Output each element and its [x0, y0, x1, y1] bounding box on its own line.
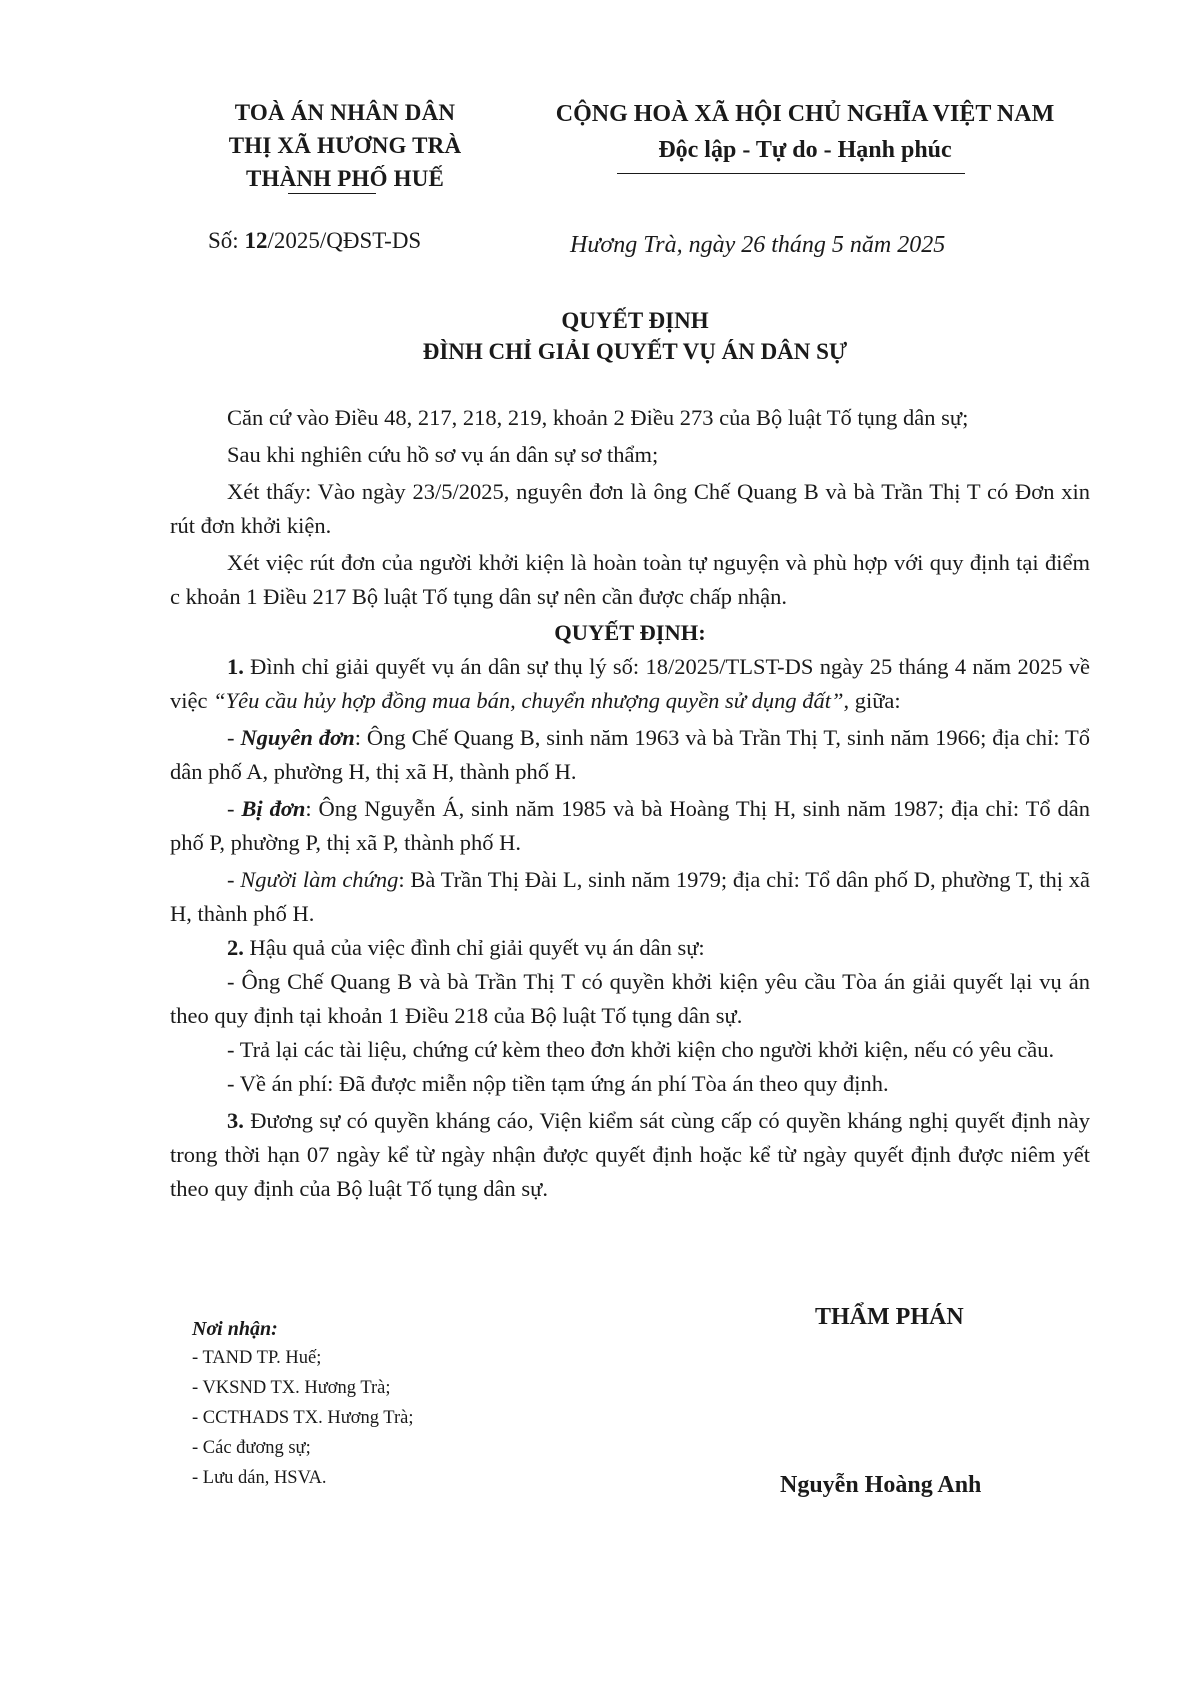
review-paragraph: Sau khi nghiên cứu hồ sơ vụ án dân sự sơ thẩm;	[227, 442, 659, 467]
plaintiff-paragraph	[170, 721, 1090, 789]
recipient-item: - CCTHADS TX. Hương Trà;	[192, 1408, 414, 1428]
judge-title: THẨM PHÁN	[815, 1304, 964, 1330]
decision-item-1-tail: , giữa:	[843, 688, 901, 713]
judge-name: Nguyễn Hoàng Anh	[780, 1472, 982, 1498]
court-name-block	[190, 96, 500, 195]
national-motto: Độc lập - Tự do - Hạnh phúc	[658, 137, 952, 163]
withdrawal-paragraph: Xét việc rút đơn của người khởi kiện là hoàn toàn tự nguyện và phù hợp với quy định tại điểm c khoản 1 Điều 217 Bộ luật Tố tụng dân sự nên cần được chấp nhận.	[170, 550, 1090, 609]
title-line1: QUYẾT ĐỊNH	[561, 308, 709, 333]
document-date: Hương Trà, ngày 26 tháng 5 năm 2025	[570, 232, 946, 258]
decision-item-1-quote: “Yêu cầu hủy hợp đồng mua bán, chuyển nhượng quyền sử dụng đất”	[213, 688, 844, 713]
national-motto-underline	[617, 173, 965, 174]
court-name-line3: THÀNH PHỐ HUẾ	[245, 166, 445, 191]
court-name-underline	[288, 193, 376, 194]
legal-basis-paragraph: Căn cứ vào Điều 48, 217, 218, 219, khoản 2 Điều 273 của Bộ luật Tố tụng dân sự;	[227, 405, 969, 430]
document-body	[170, 401, 1090, 1206]
defendant-text: : Ông Nguyễn Á, sinh năm 1985 và bà Hoàng Thị H, sinh năm 1987; địa chỉ: Tổ dân phố P, phường P, thị xã P, thành phố H.	[170, 796, 1090, 855]
doc-number-prefix: Số:	[208, 228, 245, 253]
document-title	[160, 305, 1110, 367]
consequence-3: - Về án phí: Đã được miễn nộp tiền tạm ứng án phí Tòa án theo quy định.	[227, 1071, 889, 1096]
defendant-dash: -	[227, 796, 242, 821]
recipient-item: - Các đương sự;	[192, 1438, 311, 1458]
plaintiff-dash: -	[227, 725, 241, 750]
defendant-label: Bị đơn	[241, 796, 306, 821]
recipient-item: - Lưu dán, HSVA.	[192, 1468, 327, 1488]
decision-item-1	[170, 650, 1090, 718]
decision-item-3-text: Đương sự có quyền kháng cáo, Viện kiểm sát cùng cấp có quyền kháng nghị quyết định này trong thời hạn 07 ngày kể từ ngày nhận được quyết định hoặc kể từ ngày quyết định được niêm yết theo quy định của Bộ luật Tố tụng dân sự.	[170, 1108, 1090, 1201]
recipients-block	[192, 1315, 413, 1493]
national-title: CỘNG HOÀ XÃ HỘI CHỦ NGHĨA VIỆT NAM	[555, 101, 1055, 127]
defendant-paragraph	[170, 792, 1090, 860]
recipient-item: - VKSND TX. Hương Trà;	[192, 1378, 391, 1398]
document-number	[208, 228, 421, 254]
decision-item-3	[170, 1104, 1090, 1206]
doc-number-suffix: /2025/QĐST-DS	[267, 228, 422, 253]
decision-item-2-number: 2.	[227, 935, 244, 960]
plaintiff-text: : Ông Chế Quang B, sinh năm 1963 và bà Trần Thị T, sinh năm 1966; địa chỉ: Tổ dân phố A, phường H, thị xã H, thành phố H.	[170, 725, 1090, 784]
doc-number-value: 12	[244, 228, 268, 253]
court-name-line1: TOÀ ÁN NHÂN DÂN	[234, 100, 456, 125]
decision-item-2-text: Hậu quả của việc đình chỉ giải quyết vụ án dân sự:	[243, 935, 705, 960]
decision-item-1-text: Đình chỉ giải quyết vụ án dân sự thụ lý số: 18/2025/TLST-DS ngày 25 tháng 4 năm 2025 về việc	[170, 654, 1090, 713]
witness-dash: -	[227, 867, 241, 892]
decision-item-2	[170, 931, 1090, 965]
title-line2: ĐÌNH CHỈ GIẢI QUYẾT VỤ ÁN DÂN SỰ	[422, 339, 848, 364]
decision-item-1-number: 1.	[227, 654, 244, 679]
witness-paragraph	[170, 863, 1090, 931]
national-motto-block	[520, 96, 1090, 168]
recipients-title: Nơi nhận:	[192, 1318, 278, 1340]
consideration-paragraph: Xét thấy: Vào ngày 23/5/2025, nguyên đơn là ông Chế Quang B và bà Trần Thị T có Đơn xin rút đơn khởi kiện.	[170, 479, 1090, 538]
decision-heading: QUYẾT ĐỊNH:	[554, 620, 706, 645]
witness-text: : Bà Trần Thị Đài L, sinh năm 1979; địa chỉ: Tổ dân phố D, phường T, thị xã H, thành phố H.	[170, 867, 1091, 926]
consequence-1: - Ông Chế Quang B và bà Trần Thị T có quyền khởi kiện yêu cầu Tòa án giải quyết lại vụ án theo quy định tại khoản 1 Điều 218 của Bộ luật Tố tụng dân sự.	[170, 969, 1090, 1028]
plaintiff-label: Nguyên đơn	[240, 725, 355, 750]
recipient-item: - TAND TP. Huế;	[192, 1348, 322, 1368]
decision-item-3-number: 3.	[227, 1108, 244, 1133]
witness-label: Người làm chứng	[240, 867, 399, 892]
consequence-2: - Trả lại các tài liệu, chứng cứ kèm theo đơn khởi kiện cho người khởi kiện, nếu có yêu cầu.	[227, 1037, 1055, 1062]
court-name-line2: THỊ XÃ HƯƠNG TRÀ	[228, 133, 462, 158]
